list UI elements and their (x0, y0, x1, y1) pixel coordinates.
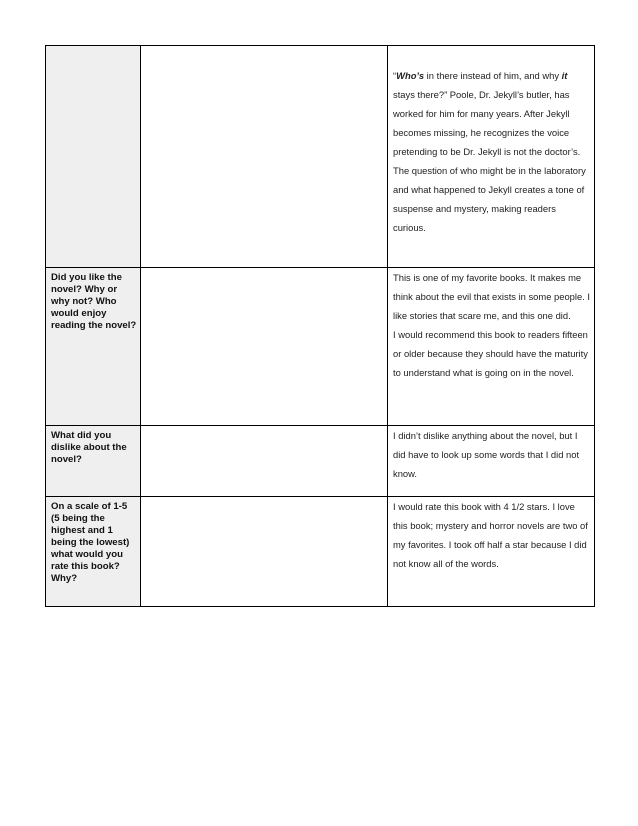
blank-cell (141, 426, 388, 497)
response-text: in there instead of him, and why (424, 70, 562, 81)
prompt-cell: What did you dislike about the novel? (46, 426, 141, 497)
response-cell (388, 46, 595, 268)
response-paragraph: I would rate this book with 4 1/2 stars. I love this book; mystery and horror novels are two of my favorites. I took off half a star because I did not know all of the words. (393, 501, 588, 569)
table-row (46, 268, 595, 426)
book-report-table (45, 45, 595, 607)
prompt-cell: Did you like the novel? Why or why not? Who would enjoy reading the novel? (46, 268, 141, 426)
blank-cell (141, 497, 388, 607)
response-paragraph: This is one of my favorite books. It makes me think about the evil that exists in some people. I like stories that scare me, and this one did. (393, 272, 590, 321)
blank-cell (141, 46, 388, 268)
prompt-cell: On a scale of 1-5 (5 being the highest and 1 being the lowest) what would you rate this book? Why? (46, 497, 141, 607)
response-text: stays there?” Poole, Dr. Jekyll’s butler, has worked for him for many years. After Jekyll becomes missing, he recognizes the voice pretending to be Dr. Jekyll is not the doctor’s. The question of who might be in the laboratory and what happened to Jekyll creates a tone of suspense and mystery, making readers curious. (393, 89, 586, 233)
response-cell (388, 497, 595, 607)
table-row (46, 46, 595, 268)
emphasis-text: it (561, 70, 568, 81)
blank-cell (141, 268, 388, 426)
table-row (46, 426, 595, 497)
open-quote: “ (393, 70, 397, 81)
response-cell (388, 426, 595, 497)
emphasis-text: Who’s (396, 70, 425, 81)
response-paragraph (393, 66, 591, 237)
response-paragraph: I would recommend this book to readers fifteen or older because they should have the maturity to understand what is going on in the novel. (393, 329, 588, 378)
prompt-cell-empty (46, 46, 141, 268)
response-cell (388, 268, 595, 426)
table-row (46, 497, 595, 607)
response-paragraph: I didn’t dislike anything about the novel, but I did have to look up some words that I did not know. (393, 430, 580, 479)
